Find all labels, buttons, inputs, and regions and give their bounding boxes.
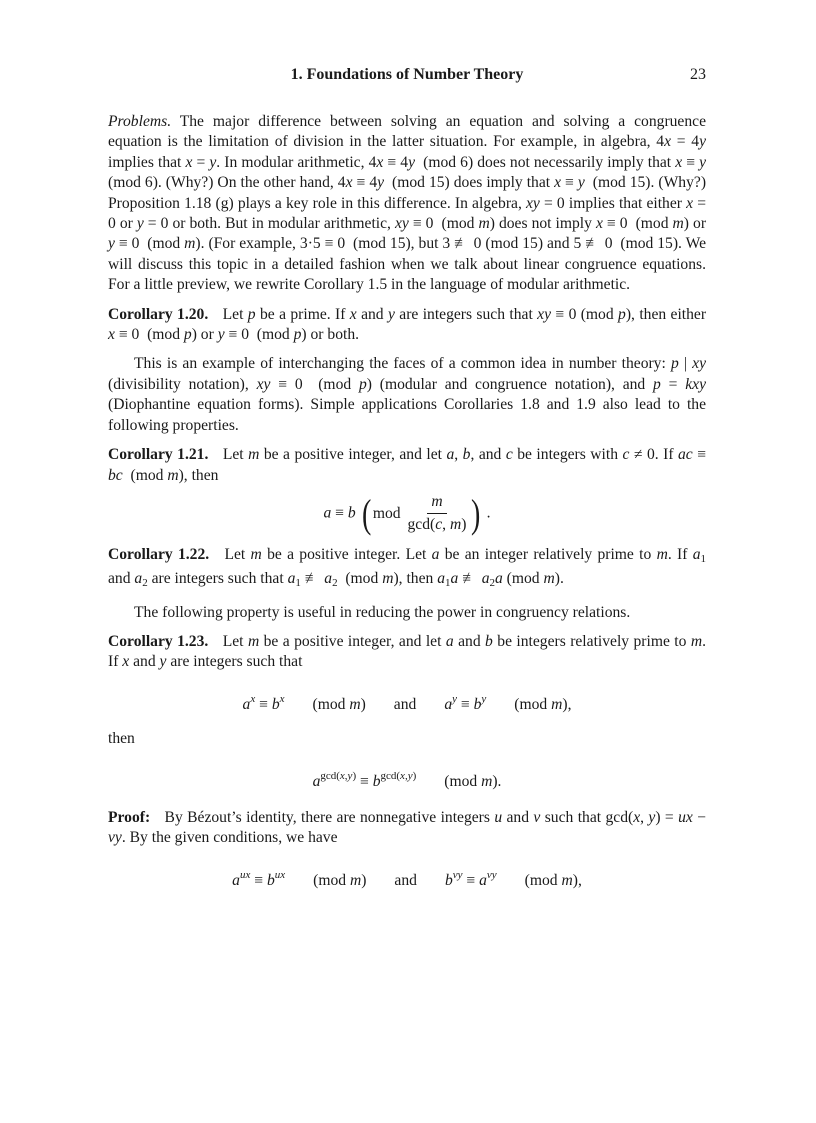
- page-number: 23: [690, 66, 706, 83]
- equation-proof-step: $a^{ux} \equiv b^{ux}$ (mod m) and $b^{vy} \equiv a^{vy}$ (mod m),: [232, 868, 582, 889]
- corollary-1-22: Corollary 1.22. Let m be a positive integer. Let a be an integer relatively prime to m. If $a_1$ and $a_2$ are integers such that $a_1$ ≢ $a_2$ (mod m), then $a_1a$ ≢ $a_2a$ (mod m).: [108, 545, 706, 590]
- interchange-paragraph: This is an example of interchanging the faces of a common idea in number theory: p | xy (divisibility notation), xy ≡ 0 (mod p) (modular and congruence notation), and p = kxy (Diophantine equation forms). Simple applications Corollaries 1.8 and 1.9 also lead to the following properties.: [108, 355, 706, 434]
- problems-heading: Problems.: [108, 113, 172, 130]
- corollary-label: Corollary 1.23.: [108, 632, 209, 650]
- corollary-label: Corollary 1.20.: [108, 305, 209, 323]
- problems-paragraph: Problems. The major difference between solving an equation and solving a congruence equation is the limitation of division in the latter situation. For example, in algebra, 4x = 4y implies that x = y. In modular arithmetic, 4x ≡ 4y (mod 6) does not necessarily imply that x ≡ y (mod 6). (Why?) On the other hand, 4x ≡ 4y (mod 15) does imply that x ≡ y (mod 15). (Why?) Proposition 1.18 (g) plays a key role in this difference. In algebra, xy = 0 implies that either x = 0 or y = 0 or both. But in modular arithmetic, xy ≡ 0 (mod m) does not imply x ≡ 0 (mod m) or y ≡ 0 (mod m). (For example, 3·5 ≡ 0 (mod 15), but 3 ≢ 0 (mod 15) and 5 ≢ 0 (mod 15). We will discuss this topic in a detailed fashion when we talk about linear congruence equations. For a little preview, we rewrite Corollary 1.5 in the language of modular arithmetic.: [108, 113, 707, 294]
- then-word: then: [108, 730, 135, 748]
- page-header: [108, 66, 706, 88]
- equation-power-conclusion: $a^{gcd(x,y)} \equiv b^{gcd(x,y)}$ (mod m).: [312, 769, 502, 790]
- page-body: [108, 112, 706, 891]
- equation-cancellation: a ≡ b ( mod $\frac{m}{\gcd(c, m)}$ ) .: [323, 490, 491, 536]
- proof-paragraph: Proof: By Bézout’s identity, there are nonnegative integers u and v such that gcd(x, y) = ux − vy. By the given conditions, we have: [108, 808, 706, 847]
- corollary-1-21: Corollary 1.21. Let m be a positive integer, and let a, b, and c be integers with c ≠ 0. If ac ≡ bc (mod m), then: [108, 446, 706, 484]
- corollary-1-20: Corollary 1.20. Let p be a prime. If x and y are integers such that xy ≡ 0 (mod p), then either x ≡ 0 (mod p) or y ≡ 0 (mod p) or both.: [108, 305, 707, 344]
- corollary-label: Corollary 1.22.: [108, 545, 210, 563]
- corollary-1-23: Corollary 1.23. Let m be a positive integer, and let a and b be integers relatively prime to m. If x and y are integers such that: [108, 632, 707, 671]
- proof-label: Proof:: [108, 808, 151, 826]
- corollary-label: Corollary 1.21.: [108, 446, 209, 464]
- power-reduction-paragraph: The following property is useful in reducing the power in congruency relations.: [134, 603, 631, 621]
- running-title: 1. Foundations of Number Theory: [290, 66, 524, 83]
- equation-power-hypothesis: $a^x \equiv b^x$ (mod m) and $a^y \equiv b^y$ (mod m),: [242, 692, 572, 713]
